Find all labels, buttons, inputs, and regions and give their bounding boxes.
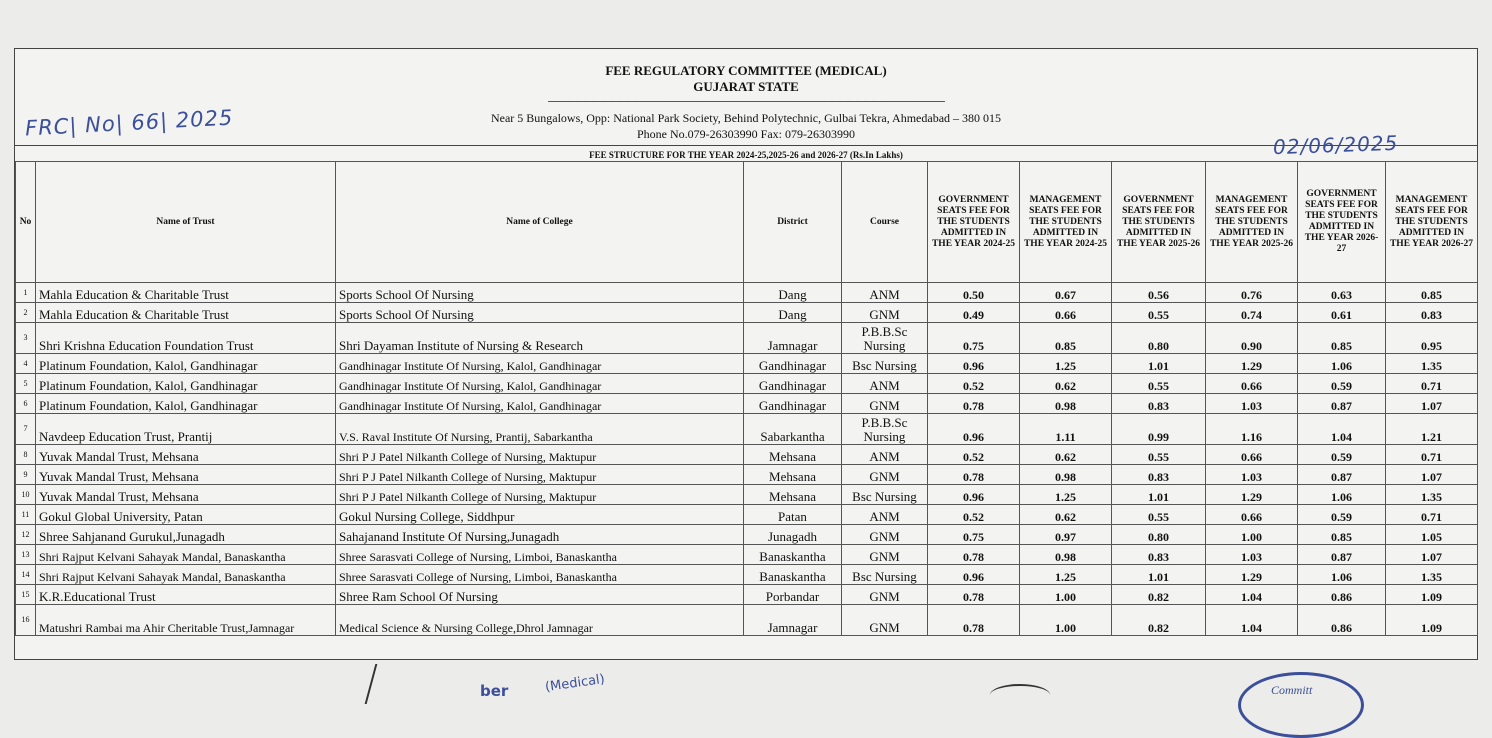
course: ANM	[842, 283, 928, 303]
course: Bsc Nursing	[842, 565, 928, 585]
course: P.B.B.Sc Nursing	[842, 323, 928, 354]
college-name: Shree Sarasvati College of Nursing, Limboi, Banaskantha	[336, 545, 744, 565]
college-name: V.S. Raval Institute Of Nursing, Prantij, Sabarkantha	[336, 414, 744, 445]
mgmt-fee-2026-27: 1.09	[1386, 605, 1478, 636]
district: Dang	[744, 283, 842, 303]
gov-fee-2025-26: 1.01	[1112, 565, 1206, 585]
course: GNM	[842, 525, 928, 545]
gov-fee-2024-25: 0.96	[928, 414, 1020, 445]
trust-name: Shri Rajput Kelvani Sahayak Mandal, Banaskantha	[36, 545, 336, 565]
course: ANM	[842, 374, 928, 394]
gov-fee-2025-26: 0.82	[1112, 605, 1206, 636]
mgmt-fee-2025-26: 1.03	[1206, 465, 1298, 485]
row-number: 4	[16, 354, 36, 374]
state-title: GUJARAT STATE	[693, 79, 799, 94]
trust-name: Mahla Education & Charitable Trust	[36, 283, 336, 303]
mgmt-fee-2024-25: 0.66	[1020, 303, 1112, 323]
table-row	[16, 445, 1478, 465]
college-name: Shree Sarasvati College of Nursing, Limboi, Banaskantha	[336, 565, 744, 585]
college-name: Medical Science & Nursing College,Dhrol Jamnagar	[336, 605, 744, 636]
gov-fee-2024-25: 0.49	[928, 303, 1020, 323]
mgmt-fee-2025-26: 0.66	[1206, 374, 1298, 394]
district: Dang	[744, 303, 842, 323]
column-header: GOVERNMENT SEATS FEE FOR THE STUDENTS ADMITTED IN THE YEAR 2024-25	[928, 162, 1020, 283]
gov-fee-2025-26: 0.55	[1112, 303, 1206, 323]
course: GNM	[842, 394, 928, 414]
handwritten-date: 02/06/2025	[1272, 130, 1399, 160]
gov-fee-2025-26: 0.80	[1112, 525, 1206, 545]
district: Jamnagar	[744, 605, 842, 636]
column-header: Course	[842, 162, 928, 283]
row-number: 2	[16, 303, 36, 323]
gov-fee-2026-27: 0.86	[1298, 585, 1386, 605]
mgmt-fee-2024-25: 0.98	[1020, 394, 1112, 414]
district: Mehsana	[744, 465, 842, 485]
row-number: 8	[16, 445, 36, 465]
mgmt-fee-2025-26: 1.03	[1206, 394, 1298, 414]
mgmt-fee-2026-27: 0.95	[1386, 323, 1478, 354]
district: Sabarkantha	[744, 414, 842, 445]
trust-name: Yuvak Mandal Trust, Mehsana	[36, 445, 336, 465]
gov-fee-2024-25: 0.52	[928, 445, 1020, 465]
gov-fee-2025-26: 0.83	[1112, 394, 1206, 414]
gov-fee-2026-27: 0.87	[1298, 545, 1386, 565]
mgmt-fee-2026-27: 1.09	[1386, 585, 1478, 605]
fee-table	[15, 161, 1478, 636]
mgmt-fee-2025-26: 1.00	[1206, 525, 1298, 545]
column-header: GOVERNMENT SEATS FEE FOR THE STUDENTS ADMITTED IN THE YEAR 2025-26	[1112, 162, 1206, 283]
mgmt-fee-2026-27: 1.05	[1386, 525, 1478, 545]
gov-fee-2025-26: 0.80	[1112, 323, 1206, 354]
trust-name: Mahla Education & Charitable Trust	[36, 303, 336, 323]
column-header: No	[16, 162, 36, 283]
seal-text: Committ	[1271, 683, 1313, 697]
mgmt-fee-2025-26: 0.66	[1206, 445, 1298, 465]
gov-fee-2026-27: 0.59	[1298, 445, 1386, 465]
district: Mehsana	[744, 485, 842, 505]
table-row	[16, 505, 1478, 525]
gov-fee-2024-25: 0.75	[928, 525, 1020, 545]
row-number: 13	[16, 545, 36, 565]
gov-fee-2026-27: 1.04	[1298, 414, 1386, 445]
fee-structure-caption: FEE STRUCTURE FOR THE YEAR 2024-25,2025-26 and 2026-27 (Rs.In Lakhs)	[589, 150, 903, 160]
mgmt-fee-2025-26: 1.04	[1206, 585, 1298, 605]
mgmt-fee-2024-25: 0.62	[1020, 445, 1112, 465]
table-row	[16, 585, 1478, 605]
gov-fee-2026-27: 0.59	[1298, 374, 1386, 394]
course: GNM	[842, 465, 928, 485]
table-row	[16, 323, 1478, 354]
trust-name: Navdeep Education Trust, Prantij	[36, 414, 336, 445]
course: Bsc Nursing	[842, 354, 928, 374]
course: P.B.B.Sc Nursing	[842, 414, 928, 445]
row-number: 10	[16, 485, 36, 505]
trust-name: Matushri Rambai ma Ahir Cheritable Trust,Jamnagar	[36, 605, 336, 636]
row-number: 1	[16, 283, 36, 303]
gov-fee-2024-25: 0.75	[928, 323, 1020, 354]
district: Jamnagar	[744, 323, 842, 354]
trust-name: K.R.Educational Trust	[36, 585, 336, 605]
gov-fee-2024-25: 0.78	[928, 545, 1020, 565]
mgmt-fee-2024-25: 1.25	[1020, 354, 1112, 374]
table-row	[16, 394, 1478, 414]
gov-fee-2024-25: 0.78	[928, 605, 1020, 636]
mgmt-fee-2025-26: 1.29	[1206, 565, 1298, 585]
gov-fee-2026-27: 0.85	[1298, 525, 1386, 545]
college-name: Sahajanand Institute Of Nursing,Junagadh	[336, 525, 744, 545]
college-name: Gandhinagar Institute Of Nursing, Kalol, Gandhinagar	[336, 374, 744, 394]
mgmt-fee-2026-27: 1.35	[1386, 565, 1478, 585]
mgmt-fee-2024-25: 0.62	[1020, 374, 1112, 394]
gov-fee-2025-26: 0.82	[1112, 585, 1206, 605]
row-number: 11	[16, 505, 36, 525]
mgmt-fee-2026-27: 1.35	[1386, 354, 1478, 374]
course: ANM	[842, 505, 928, 525]
trust-name: Platinum Foundation, Kalol, Gandhinagar	[36, 394, 336, 414]
district: Mehsana	[744, 445, 842, 465]
gov-fee-2024-25: 0.78	[928, 465, 1020, 485]
mgmt-fee-2026-27: 1.35	[1386, 485, 1478, 505]
table-row	[16, 303, 1478, 323]
fee-structure-sheet	[14, 48, 1478, 660]
district: Patan	[744, 505, 842, 525]
trust-name: Shri Krishna Education Foundation Trust	[36, 323, 336, 354]
gov-fee-2026-27: 0.61	[1298, 303, 1386, 323]
course: GNM	[842, 303, 928, 323]
row-number: 12	[16, 525, 36, 545]
mgmt-fee-2025-26: 0.74	[1206, 303, 1298, 323]
college-name: Gandhinagar Institute Of Nursing, Kalol, Gandhinagar	[336, 394, 744, 414]
course: ANM	[842, 445, 928, 465]
gov-fee-2026-27: 1.06	[1298, 565, 1386, 585]
gov-fee-2026-27: 0.63	[1298, 283, 1386, 303]
row-number: 9	[16, 465, 36, 485]
gov-fee-2024-25: 0.78	[928, 394, 1020, 414]
mgmt-fee-2024-25: 0.67	[1020, 283, 1112, 303]
column-header: Name of College	[336, 162, 744, 283]
gov-fee-2025-26: 0.55	[1112, 505, 1206, 525]
college-name: Shree Ram School Of Nursing	[336, 585, 744, 605]
mgmt-fee-2026-27: 0.71	[1386, 505, 1478, 525]
table-row	[16, 374, 1478, 394]
mgmt-fee-2026-27: 0.85	[1386, 283, 1478, 303]
mgmt-fee-2025-26: 0.90	[1206, 323, 1298, 354]
gov-fee-2025-26: 0.56	[1112, 283, 1206, 303]
mgmt-fee-2024-25: 1.00	[1020, 585, 1112, 605]
trust-name: Shree Sahjanand Gurukul,Junagadh	[36, 525, 336, 545]
mgmt-fee-2025-26: 1.29	[1206, 485, 1298, 505]
row-number: 5	[16, 374, 36, 394]
column-header: MANAGEMENT SEATS FEE FOR THE STUDENTS ADMITTED IN THE YEAR 2026-27	[1386, 162, 1478, 283]
mgmt-fee-2024-25: 0.98	[1020, 465, 1112, 485]
mgmt-fee-2024-25: 1.00	[1020, 605, 1112, 636]
district: Gandhinagar	[744, 354, 842, 374]
district: Gandhinagar	[744, 394, 842, 414]
college-name: Sports School Of Nursing	[336, 283, 744, 303]
course: GNM	[842, 605, 928, 636]
column-header: District	[744, 162, 842, 283]
table-row	[16, 354, 1478, 374]
gov-fee-2025-26: 0.83	[1112, 465, 1206, 485]
college-name: Gokul Nursing College, Siddhpur	[336, 505, 744, 525]
header-divider	[15, 145, 1477, 146]
row-number: 15	[16, 585, 36, 605]
mgmt-fee-2024-25: 1.25	[1020, 485, 1112, 505]
mgmt-fee-2025-26: 1.03	[1206, 545, 1298, 565]
gov-fee-2025-26: 1.01	[1112, 354, 1206, 374]
gov-fee-2025-26: 0.99	[1112, 414, 1206, 445]
committee-title: FEE REGULATORY COMMITTEE (MEDICAL)	[605, 63, 887, 78]
district: Banaskantha	[744, 565, 842, 585]
column-header: GOVERNMENT SEATS FEE FOR THE STUDENTS ADMITTED IN THE YEAR 2026-27	[1298, 162, 1386, 283]
signature-stamp-subtext: (Medical)	[544, 671, 606, 696]
signature-stamp-text: ber	[480, 682, 509, 700]
gov-fee-2026-27: 0.87	[1298, 394, 1386, 414]
college-name: Sports School Of Nursing	[336, 303, 744, 323]
course: GNM	[842, 545, 928, 565]
mgmt-fee-2026-27: 1.07	[1386, 394, 1478, 414]
college-name: Shri P J Patel Nilkanth College of Nursing, Maktupur	[336, 445, 744, 465]
phone-line: Phone No.079-26303990 Fax: 079-26303990	[637, 127, 855, 141]
mgmt-fee-2026-27: 0.83	[1386, 303, 1478, 323]
district: Porbandar	[744, 585, 842, 605]
mgmt-fee-2025-26: 1.29	[1206, 354, 1298, 374]
trust-name: Yuvak Mandal Trust, Mehsana	[36, 465, 336, 485]
second-signature	[990, 684, 1050, 706]
mgmt-fee-2026-27: 1.21	[1386, 414, 1478, 445]
mgmt-fee-2025-26: 1.04	[1206, 605, 1298, 636]
table-row	[16, 283, 1478, 303]
address-line: Near 5 Bungalows, Opp: National Park Society, Behind Polytechnic, Gulbai Tekra, Ahmedabad – 380 015	[490, 111, 1002, 125]
gov-fee-2024-25: 0.50	[928, 283, 1020, 303]
gov-fee-2025-26: 0.55	[1112, 445, 1206, 465]
table-header-row	[16, 162, 1478, 283]
district: Banaskantha	[744, 545, 842, 565]
trust-name: Gokul Global University, Patan	[36, 505, 336, 525]
committee-seal	[1238, 672, 1364, 738]
mgmt-fee-2024-25: 1.25	[1020, 565, 1112, 585]
trust-name: Yuvak Mandal Trust, Mehsana	[36, 485, 336, 505]
gov-fee-2026-27: 1.06	[1298, 354, 1386, 374]
gov-fee-2025-26: 1.01	[1112, 485, 1206, 505]
district: Junagadh	[744, 525, 842, 545]
gov-fee-2024-25: 0.96	[928, 485, 1020, 505]
table-row	[16, 605, 1478, 636]
table-row	[16, 545, 1478, 565]
gov-fee-2024-25: 0.96	[928, 565, 1020, 585]
table-row	[16, 485, 1478, 505]
course: Bsc Nursing	[842, 485, 928, 505]
row-number: 3	[16, 323, 36, 354]
column-header: MANAGEMENT SEATS FEE FOR THE STUDENTS ADMITTED IN THE YEAR 2025-26	[1206, 162, 1298, 283]
college-name: Gandhinagar Institute Of Nursing, Kalol, Gandhinagar	[336, 354, 744, 374]
mgmt-fee-2026-27: 0.71	[1386, 374, 1478, 394]
college-name: Shri Dayaman Institute of Nursing & Research	[336, 323, 744, 354]
table-row	[16, 565, 1478, 585]
gov-fee-2024-25: 0.52	[928, 374, 1020, 394]
trust-name: Platinum Foundation, Kalol, Gandhinagar	[36, 354, 336, 374]
gov-fee-2026-27: 0.59	[1298, 505, 1386, 525]
row-number: 14	[16, 565, 36, 585]
table-row	[16, 414, 1478, 445]
handwritten-reference-number: FRC| No| 66| 2025	[24, 105, 234, 141]
gov-fee-2026-27: 0.86	[1298, 605, 1386, 636]
column-header: MANAGEMENT SEATS FEE FOR THE STUDENTS ADMITTED IN THE YEAR 2024-25	[1020, 162, 1112, 283]
mgmt-fee-2024-25: 0.85	[1020, 323, 1112, 354]
mgmt-fee-2026-27: 0.71	[1386, 445, 1478, 465]
mgmt-fee-2025-26: 1.16	[1206, 414, 1298, 445]
trust-name: Shri Rajput Kelvani Sahayak Mandal, Banaskantha	[36, 565, 336, 585]
gov-fee-2024-25: 0.96	[928, 354, 1020, 374]
gov-fee-2026-27: 0.85	[1298, 323, 1386, 354]
college-name: Shri P J Patel Nilkanth College of Nursing, Maktupur	[336, 465, 744, 485]
gov-fee-2026-27: 0.87	[1298, 465, 1386, 485]
mgmt-fee-2024-25: 0.97	[1020, 525, 1112, 545]
college-name: Shri P J Patel Nilkanth College of Nursing, Maktupur	[336, 485, 744, 505]
district: Gandhinagar	[744, 374, 842, 394]
row-number: 6	[16, 394, 36, 414]
gov-fee-2026-27: 1.06	[1298, 485, 1386, 505]
mgmt-fee-2026-27: 1.07	[1386, 465, 1478, 485]
gov-fee-2024-25: 0.78	[928, 585, 1020, 605]
table-row	[16, 525, 1478, 545]
gov-fee-2024-25: 0.52	[928, 505, 1020, 525]
mgmt-fee-2025-26: 0.66	[1206, 505, 1298, 525]
gov-fee-2025-26: 0.55	[1112, 374, 1206, 394]
mgmt-fee-2024-25: 1.11	[1020, 414, 1112, 445]
column-header: Name of Trust	[36, 162, 336, 283]
mgmt-fee-2026-27: 1.07	[1386, 545, 1478, 565]
row-number: 16	[16, 605, 36, 636]
course: GNM	[842, 585, 928, 605]
mgmt-fee-2024-25: 0.62	[1020, 505, 1112, 525]
gov-fee-2025-26: 0.83	[1112, 545, 1206, 565]
trust-name: Platinum Foundation, Kalol, Gandhinagar	[36, 374, 336, 394]
row-number: 7	[16, 414, 36, 445]
header-dash-rule: -----------------------------------------------------------------------------------------------------------------------------------------------------	[547, 95, 945, 107]
mgmt-fee-2025-26: 0.76	[1206, 283, 1298, 303]
mgmt-fee-2024-25: 0.98	[1020, 545, 1112, 565]
table-row	[16, 465, 1478, 485]
